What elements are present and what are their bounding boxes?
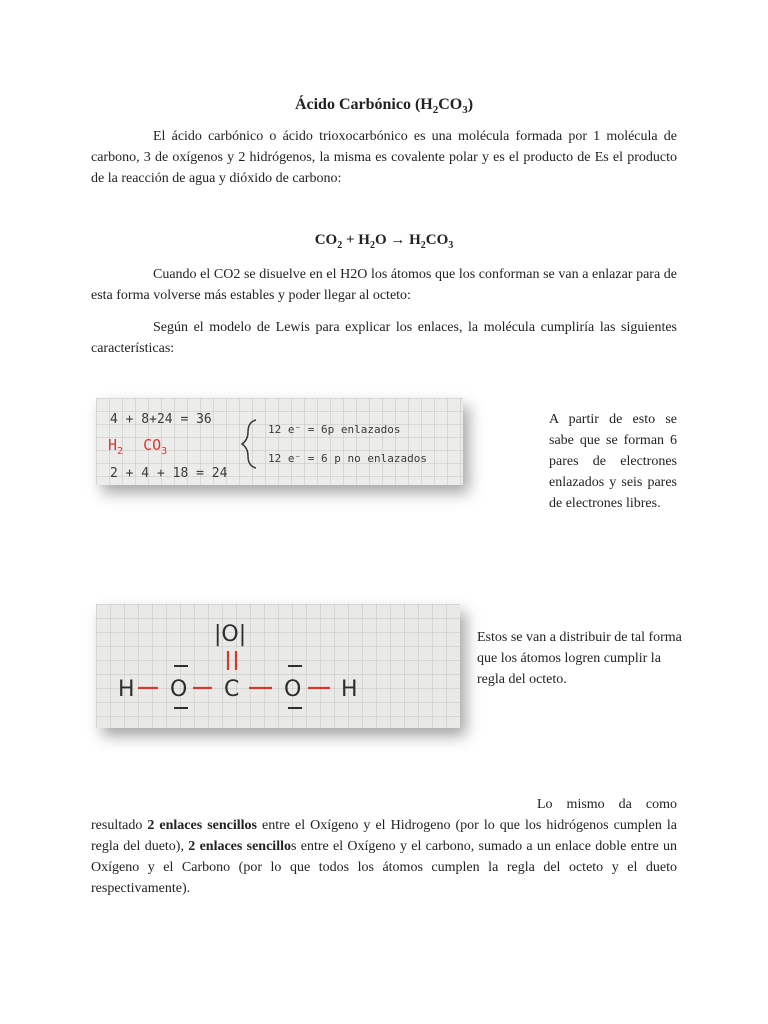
left-hydrogen: H — [118, 677, 135, 702]
intro-paragraph: El ácido carbónico o ácido trioxocarbónico es una molécula formada por 1 molécula de carbono, 3 de oxígenos y 2 hidrógenos, la misma es covalente polar y es el producto de Es el producto de la reacción de agua y dióxido de carbono: — [91, 129, 677, 186]
right-hydrogen: H — [341, 677, 358, 702]
dissolution-paragraph: Cuando el CO2 se disuelve en el H2O los átomos que los conforman se van a enlazar para de esta forma volverse más estables y poder llegar al octeto: — [91, 267, 677, 303]
left-oxygen: O — [170, 677, 188, 702]
chemical-equation: $CO_2 + H_2O \to H_2CO_3$ — [314, 232, 454, 251]
lewis-structure-photo — [96, 604, 460, 728]
top-oxygen: |O| — [214, 622, 247, 647]
conclusion-paragraph: Lo mismo da como resultado 2 enlaces sencillos entre el Oxígeno y el Hidrogeno (por lo que los hidrógenos cumplen la regla del dueto), 2 enlaces sencillos entre el Oxígeno y el carbono, sumado a un enlace doble entre un Oxígeno y el Carbono (por lo que todos los átomos cumplen la regla del octeto y el dueto respectivamente). — [91, 797, 677, 896]
electron-count-photo — [96, 398, 463, 485]
bonded-pairs-note: 12 e⁻ = 6p enlazados — [268, 423, 401, 436]
right-oxygen: O — [284, 677, 302, 702]
pairs-explanation: A partir de esto se sabe que se forman 6 pares de electrones enlazados y seis pares de electrones libres. — [549, 412, 677, 511]
distribution-explanation: Estos se van a distribuir de tal forma que los átomos logren cumplir la regla del octeto. — [477, 630, 682, 687]
bold-single-bonds-1: 2 enlaces sencillos — [147, 818, 257, 833]
page-title: Ácido Carbónico $(H_2CO_3)$ — [294, 96, 474, 117]
lone-pairs-note: 12 e⁻ = 6 p no enlazados — [268, 452, 427, 465]
bold-single-bonds-2: 2 enlaces sencillo — [188, 839, 291, 854]
electron-count-drawing — [96, 398, 463, 485]
lewis-paragraph: Según el modelo de Lewis para explicar los enlaces, la molécula cumpliría las siguientes características: — [91, 320, 677, 356]
formula-line: $H_2$ $CO_3$ — [108, 436, 168, 457]
central-carbon: C — [224, 677, 240, 702]
lewis-structure-drawing — [96, 604, 460, 728]
calc-line-3: 2 + 4 + 18 = 24 — [110, 466, 228, 481]
calc-line-1: 4 + 8+24 = 36 — [110, 412, 212, 427]
